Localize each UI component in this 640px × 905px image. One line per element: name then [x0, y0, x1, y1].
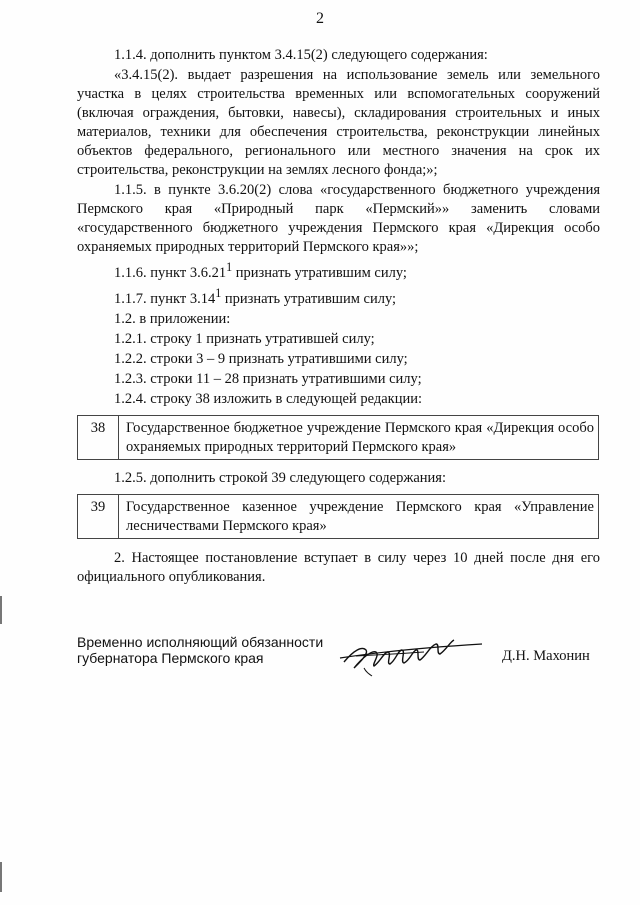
paragraph-1-1-4: 1.1.4. дополнить пунктом 3.4.15(2) следующего содержания: — [114, 47, 488, 63]
paragraph-1-2: 1.2. в приложении: — [114, 310, 231, 327]
table-row-number: 39 — [78, 495, 119, 538]
scan-margin-mark — [0, 862, 2, 892]
table-row-38 — [77, 415, 599, 460]
paragraph-1-2-4: 1.2.4. строку 38 изложить в следующей редакции: — [114, 390, 422, 407]
document-body — [77, 46, 600, 587]
paragraph-1-1-7-tail: признать утратившим силу; — [221, 290, 397, 307]
paragraph-1-2-2: 1.2.2. строки 3 – 9 признать утратившими силу; — [114, 350, 408, 367]
superscript: 1 — [215, 285, 222, 300]
paragraph-effective-date: 2. Настоящее постановление вступает в силу через 10 дней после дня его официального опубликования. — [77, 549, 600, 585]
paragraph-1-1-7 — [77, 284, 600, 309]
paragraph-1-1-5: 1.1.5. в пункте 3.6.20(2) слова «государственного бюджетного учреждения Пермского края «Природный парк «Пермский»» заменить словами «государственного бюджетного учреждения Пермского края «Дирекция особо охраняемых природных территорий Пермского края»»; — [77, 182, 600, 255]
paragraph-1-1-7-text: 1.1.7. пункт 3.14 — [114, 290, 216, 307]
paragraph-1-1-6 — [77, 258, 600, 283]
superscript: 1 — [226, 260, 233, 274]
signatory-title — [77, 634, 323, 666]
paragraph-1-1-6-tail: признать утратившим силу; — [232, 264, 407, 281]
signatory-name: Д.Н. Махонин — [502, 648, 590, 664]
signatory-title-line-2: губернатора Пермского края — [77, 650, 264, 666]
signatory-title-line-1: Временно исполняющий обязанности — [77, 634, 324, 650]
table-row-text: Государственное бюджетное учреждение Пермского края «Дирекция особо охраняемых природных территорий Пермского края» — [126, 419, 594, 455]
handwritten-signature — [336, 628, 486, 678]
table-row-text: Государственное казенное учреждение Пермского края «Управление лесничествами Пермского края» — [126, 498, 594, 534]
page-number: 2 — [316, 10, 324, 27]
table-row-39 — [77, 494, 599, 539]
paragraph-1-2-3: 1.2.3. строки 11 – 28 признать утратившими силу; — [114, 370, 422, 387]
table-row-number: 38 — [78, 416, 119, 459]
paragraph-3-4-15: «3.4.15(2). выдает разрешения на использование земель или земельного участка в целях строительства временных или вспомогательных сооружений (включая ограждения, бытовки, навесы), складирования строительных и иных материалов, техники для обеспечения строительства, реконструкции линейных объектов федерального, регионального или местного значения на срок их строительства, реконструкции на землях лесного фонда;»; — [77, 67, 600, 178]
paragraph-1-2-5: 1.2.5. дополнить строкой 39 следующего содержания: — [114, 469, 446, 486]
paragraph-1-1-6-text: 1.1.6. пункт 3.6.21 — [114, 264, 227, 281]
scan-margin-mark — [0, 596, 2, 624]
paragraph-1-2-1: 1.2.1. строку 1 признать утратившей силу; — [114, 330, 375, 347]
